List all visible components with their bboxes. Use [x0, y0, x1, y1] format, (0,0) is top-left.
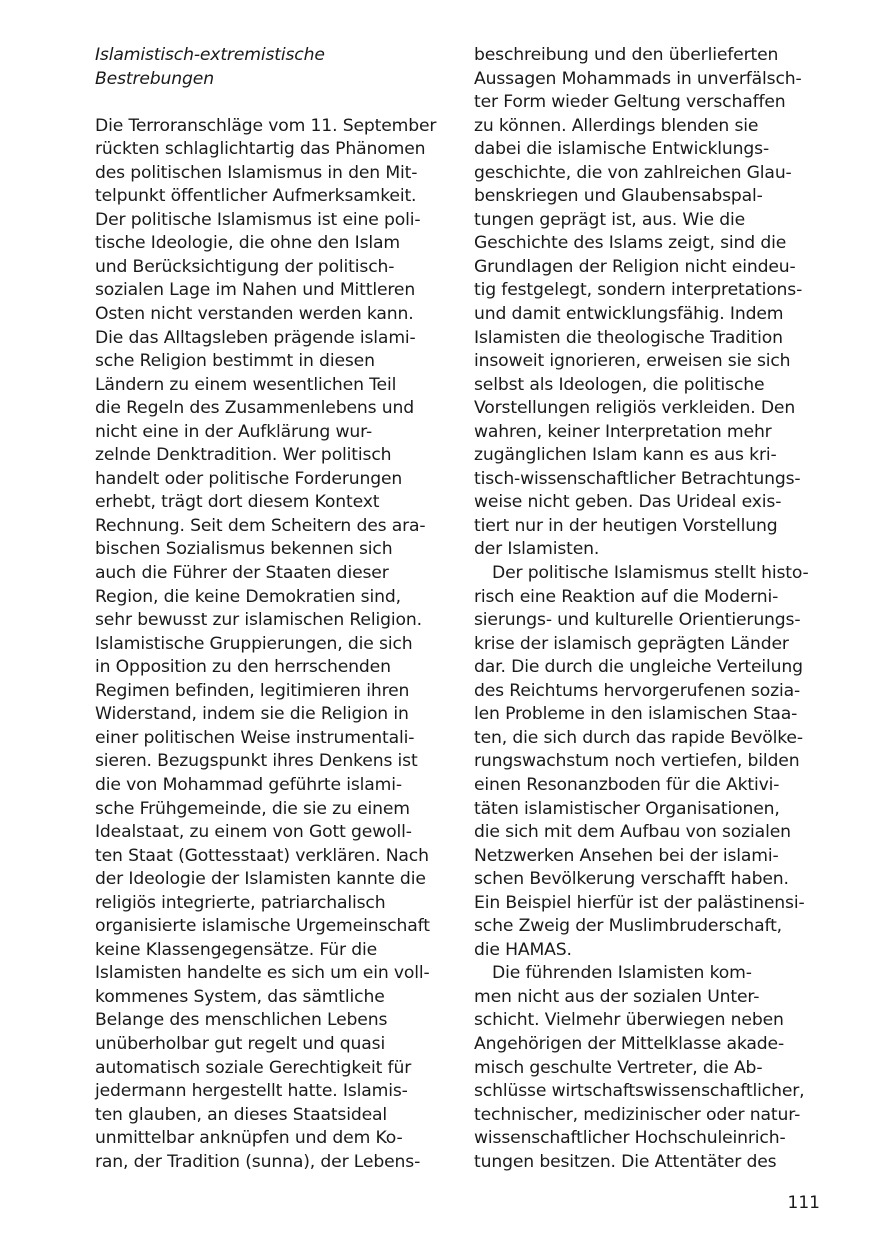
- text-line: Islamistische Gruppierungen, die sich: [95, 633, 413, 654]
- text-line: die sich mit dem Aufbau von sozialen: [474, 822, 791, 843]
- text-line: Ländern zu einem wesentlichen Teil: [95, 374, 397, 395]
- text-line: Belange des menschlichen Lebens: [95, 1010, 388, 1031]
- text-line: Aussagen Mohammads in unverfälsch-: [474, 68, 802, 89]
- text-line: sche Religion bestimmt in diesen: [95, 351, 375, 372]
- text-line: Regimen befinden, legitimieren ihren: [95, 680, 410, 701]
- text-line: des Reichtums hervorgerufenen sozia-: [474, 680, 801, 701]
- text-line: rückten schlaglichtartig das Phänomen: [95, 139, 426, 160]
- left-column: [95, 44, 440, 1174]
- text-line: ten Staat (Gottesstaat) verklären. Nach: [95, 845, 429, 866]
- paragraph-right-1: [474, 44, 819, 562]
- text-line: die HAMAS.: [474, 939, 572, 960]
- text-line: wahren, keiner Interpretation mehr: [474, 421, 772, 442]
- text-line: Ein Beispiel hierfür ist der palästinensi-: [474, 892, 805, 913]
- text-line: sieren. Bezugspunkt ihres Denkens ist: [95, 751, 418, 772]
- text-line: Die führenden Islamisten kom-: [492, 963, 752, 984]
- text-line: len Probleme in den islamischen Staa-: [474, 704, 798, 725]
- text-line: zelnde Denktradition. Wer politisch: [95, 445, 392, 466]
- paragraph-left-1: [95, 115, 440, 1175]
- text-line: Die das Alltagsleben prägende islami-: [95, 327, 416, 348]
- text-line: und Berücksichtigung der politisch-: [95, 256, 395, 277]
- text-line: einer politischen Weise instrumentali-: [95, 727, 415, 748]
- text-line: und damit entwicklungsfähig. Indem: [474, 304, 784, 325]
- text-line: sozialen Lage im Nahen und Mittleren: [95, 280, 416, 301]
- text-line: Geschichte des Islams zeigt, sind die: [474, 233, 787, 254]
- text-line: risch eine Reaktion auf die Moderni-: [474, 586, 779, 607]
- text-line: dabei die islamische Entwicklungs-: [474, 139, 770, 160]
- paragraph-gap: [95, 91, 440, 115]
- text-line: handelt oder politische Forderungen: [95, 468, 403, 489]
- text-line: bischen Sozialismus bekennen sich: [95, 539, 393, 560]
- page-number: 111: [787, 1193, 820, 1213]
- text-line: sierungs- und kulturelle Orientierungs-: [474, 610, 801, 631]
- text-line: technischer, medizinischer oder natur-: [474, 1104, 801, 1125]
- text-line: weise nicht geben. Das Urideal exis-: [474, 492, 782, 513]
- text-line: unmittelbar anknüpfen und dem Ko-: [95, 1128, 403, 1149]
- text-line: misch geschulte Vertreter, die Ab-: [474, 1057, 763, 1078]
- text-line: sche Zweig der Muslimbruderschaft,: [474, 916, 782, 937]
- text-line: Die Terroranschläge vom 11. September: [95, 115, 437, 136]
- text-line: dar. Die durch die ungleiche Verteilung: [474, 657, 803, 678]
- text-line: selbst als Ideologen, die politische: [474, 374, 765, 395]
- text-line: nicht eine in der Aufklärung wur-: [95, 421, 372, 442]
- text-line: benskriegen und Glaubensabspal-: [474, 186, 763, 207]
- text-line: kommenes System, das sämtliche: [95, 986, 385, 1007]
- text-line: Idealstaat, zu einem von Gott gewoll-: [95, 822, 412, 843]
- text-line: täten islamistischer Organisationen,: [474, 798, 780, 819]
- heading-line: Islamistisch-extremistische: [95, 45, 325, 65]
- text-line: unüberholbar gut regelt und quasi: [95, 1033, 386, 1054]
- text-line: sche Frühgemeinde, die sie zu einem: [95, 798, 410, 819]
- text-line: ter Form wieder Geltung verschaffen: [474, 92, 786, 113]
- text-line: Der politische Islamismus ist eine poli-: [95, 209, 421, 230]
- text-line: einen Resonanzboden für die Aktivi-: [474, 774, 780, 795]
- text-line: auch die Führer der Staaten dieser: [95, 563, 389, 584]
- text-line: automatisch soziale Gerechtigkeit für: [95, 1057, 412, 1078]
- text-line: jedermann hergestellt hatte. Islamis-: [95, 1081, 408, 1102]
- text-line: die von Mohammad geführte islami-: [95, 774, 402, 795]
- text-line: zugänglichen Islam kann es aus kri-: [474, 445, 777, 466]
- text-line: tisch-wissenschaftlicher Betrachtungs-: [474, 468, 801, 489]
- text-line: Vorstellungen religiös verkleiden. Den: [474, 398, 796, 419]
- section-heading: [95, 44, 440, 91]
- text-line: Islamisten die theologische Tradition: [474, 327, 783, 348]
- text-line: keine Klassengegensätze. Für die: [95, 939, 378, 960]
- heading-line: Bestrebungen: [95, 68, 214, 89]
- right-column: [474, 44, 819, 1174]
- text-line: wissenschaftlicher Hochschuleinrich-: [474, 1128, 786, 1149]
- text-line: erhebt, trägt dort diesem Kontext: [95, 492, 380, 513]
- text-line: Rechnung. Seit dem Scheitern des ara-: [95, 515, 426, 536]
- text-line: tungen besitzen. Die Attentäter des: [474, 1151, 777, 1172]
- text-line: schicht. Vielmehr überwiegen neben: [474, 1010, 784, 1031]
- text-line: schen Bevölkerung verschafft haben.: [474, 869, 789, 890]
- text-line: der Ideologie der Islamisten kannte die: [95, 869, 426, 890]
- text-line: Region, die keine Demokratien sind,: [95, 586, 401, 607]
- text-line: Grundlagen der Religion nicht eindeu-: [474, 256, 796, 277]
- text-line: tische Ideologie, die ohne den Islam: [95, 233, 400, 254]
- text-line: Angehörigen der Mittelklasse akade-: [474, 1033, 785, 1054]
- paragraph-right-2: [474, 562, 819, 962]
- text-line: telpunkt öffentlicher Aufmerksamkeit.: [95, 186, 417, 207]
- text-line: ten glauben, an dieses Staatsideal: [95, 1104, 388, 1125]
- text-line: die Regeln des Zusammenlebens und: [95, 398, 414, 419]
- text-line: schlüsse wirtschaftswissenschaftlicher,: [474, 1081, 805, 1102]
- text-line: ten, die sich durch das rapide Bevölke-: [474, 727, 803, 748]
- text-line: Der politische Islamismus stellt histo-: [492, 563, 809, 584]
- text-line: der Islamisten.: [474, 539, 600, 560]
- text-line: men nicht aus der sozialen Unter-: [474, 986, 760, 1007]
- text-line: in Opposition zu den herrschenden: [95, 657, 391, 678]
- text-line: Widerstand, indem sie die Religion in: [95, 704, 409, 725]
- text-line: Netzwerken Ansehen bei der islami-: [474, 845, 779, 866]
- text-line: organisierte islamische Urgemeinschaft: [95, 916, 430, 937]
- text-line: insoweit ignorieren, erweisen sie sich: [474, 351, 791, 372]
- text-line: geschichte, die von zahlreichen Glau-: [474, 162, 792, 183]
- text-line: Osten nicht verstanden werden kann.: [95, 304, 414, 325]
- text-line: tig festgelegt, sondern interpretations-: [474, 280, 803, 301]
- text-line: Islamisten handelte es sich um ein voll-: [95, 963, 430, 984]
- text-line: sehr bewusst zur islamischen Religion.: [95, 610, 422, 631]
- text-line: tungen geprägt ist, aus. Wie die: [474, 209, 746, 230]
- text-line: zu können. Allerdings blenden sie: [474, 115, 759, 136]
- text-line: beschreibung und den überlieferten: [474, 45, 779, 65]
- text-line: des politischen Islamismus in den Mit-: [95, 162, 418, 183]
- text-line: krise der islamisch geprägten Länder: [474, 633, 789, 654]
- text-line: ran, der Tradition (sunna), der Lebens-: [95, 1151, 421, 1172]
- paragraph-right-3: [474, 962, 819, 1174]
- text-line: religiös integrierte, patriarchalisch: [95, 892, 386, 913]
- text-line: rungswachstum noch vertiefen, bilden: [474, 751, 800, 772]
- text-line: tiert nur in der heutigen Vorstellung: [474, 515, 778, 536]
